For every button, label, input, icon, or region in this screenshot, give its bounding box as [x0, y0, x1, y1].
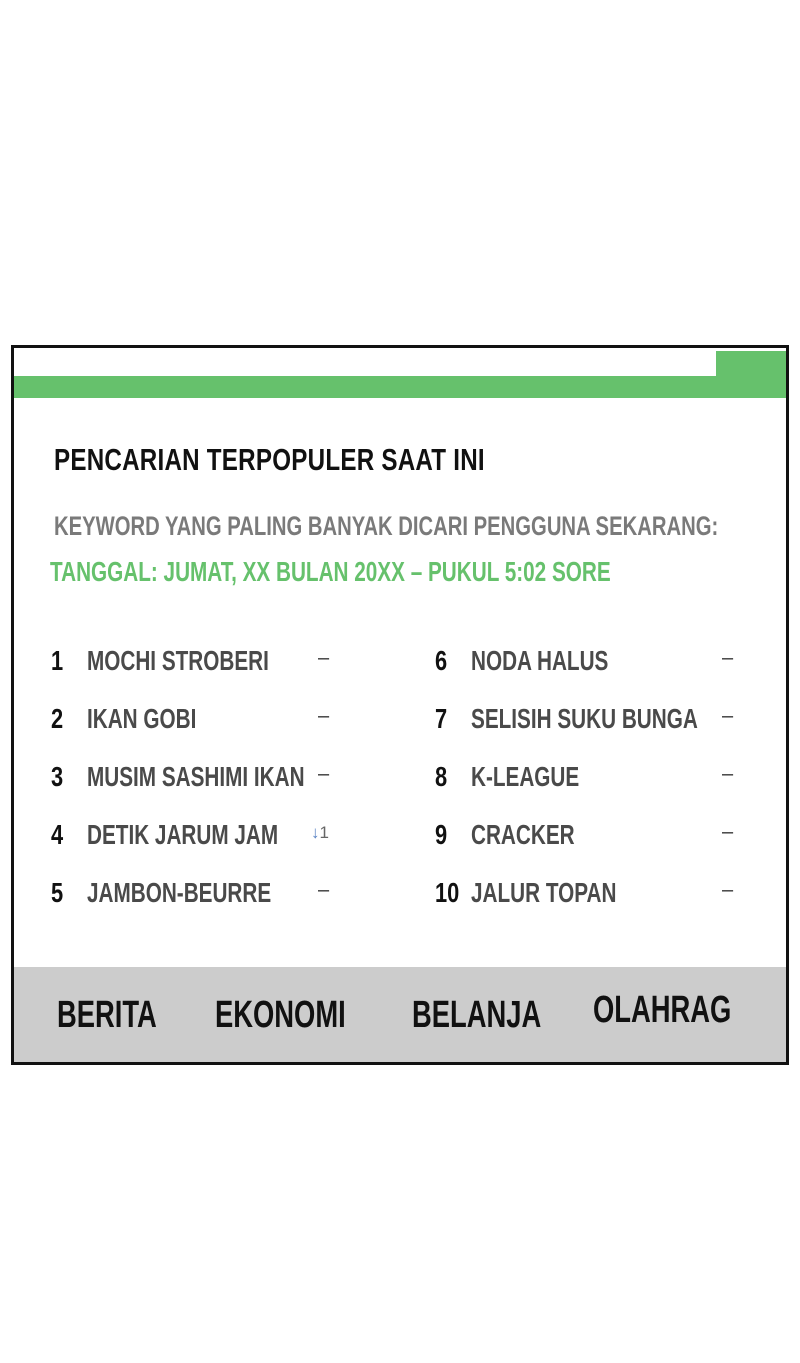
- nav-item-belanja[interactable]: BELANJA: [412, 994, 542, 1036]
- list-item[interactable]: [435, 645, 755, 685]
- trending-search-panel: [11, 345, 789, 1065]
- rank-number: 1: [51, 645, 64, 676]
- no-change-indicator: –: [318, 705, 330, 727]
- list-item[interactable]: [51, 703, 351, 743]
- rank-number: 4: [51, 819, 64, 850]
- no-change-indicator: –: [722, 763, 734, 785]
- top-strip: [14, 348, 716, 376]
- arrow-down-icon: ↓: [311, 823, 320, 842]
- nav-item-olahraga[interactable]: OLAHRAG: [593, 989, 732, 1031]
- page-title: PENCARIAN TERPOPULER SAAT INI: [54, 442, 485, 477]
- header-accent-bar: [14, 376, 786, 398]
- rank-number: 6: [435, 645, 448, 676]
- page-subtitle: KEYWORD YANG PALING BANYAK DICARI PENGGUNA SEKARANG:: [54, 511, 719, 541]
- list-item[interactable]: [435, 761, 755, 801]
- rank-number: 9: [435, 819, 448, 850]
- list-item[interactable]: [51, 819, 351, 859]
- keyword-link[interactable]: JALUR TOPAN: [471, 877, 617, 908]
- rank-number: 7: [435, 703, 448, 734]
- list-item[interactable]: [51, 877, 351, 917]
- no-change-indicator: –: [318, 647, 330, 669]
- rank-number: 5: [51, 877, 64, 908]
- bottom-category-nav: [14, 967, 786, 1062]
- nav-item-ekonomi[interactable]: EKONOMI: [215, 994, 346, 1036]
- keyword-link[interactable]: IKAN GOBI: [87, 703, 197, 734]
- no-change-indicator: –: [722, 879, 734, 901]
- no-change-indicator: –: [318, 879, 330, 901]
- rank-change-value: 1: [319, 823, 329, 842]
- keyword-link[interactable]: MUSIM SASHIMI IKAN: [87, 761, 305, 792]
- list-item[interactable]: [51, 761, 351, 801]
- nav-item-berita[interactable]: BERITA: [57, 994, 157, 1036]
- list-item[interactable]: [435, 819, 755, 859]
- list-item[interactable]: [435, 703, 755, 743]
- rank-change: [311, 823, 329, 843]
- keyword-link[interactable]: MOCHI STROBERI: [87, 645, 269, 676]
- no-change-indicator: –: [722, 821, 734, 843]
- rank-number: 3: [51, 761, 64, 792]
- keyword-link[interactable]: DETIK JARUM JAM: [87, 819, 279, 850]
- keyword-link[interactable]: JAMBON-BEURRE: [87, 877, 272, 908]
- rank-number: 10: [435, 877, 460, 908]
- list-item[interactable]: [435, 877, 755, 917]
- no-change-indicator: –: [722, 647, 734, 669]
- keyword-link[interactable]: SELISIH SUKU BUNGA: [471, 703, 698, 734]
- keyword-link[interactable]: NODA HALUS: [471, 645, 609, 676]
- keyword-link[interactable]: CRACKER: [471, 819, 575, 850]
- rank-number: 8: [435, 761, 448, 792]
- rank-number: 2: [51, 703, 64, 734]
- top-right-tab: [716, 351, 786, 376]
- list-item[interactable]: [51, 645, 351, 685]
- keyword-link[interactable]: K-LEAGUE: [471, 761, 580, 792]
- timestamp: TANGGAL: JUMAT, XX BULAN 20XX – PUKUL 5:02 SORE: [50, 556, 611, 587]
- no-change-indicator: –: [722, 705, 734, 727]
- no-change-indicator: –: [318, 763, 330, 785]
